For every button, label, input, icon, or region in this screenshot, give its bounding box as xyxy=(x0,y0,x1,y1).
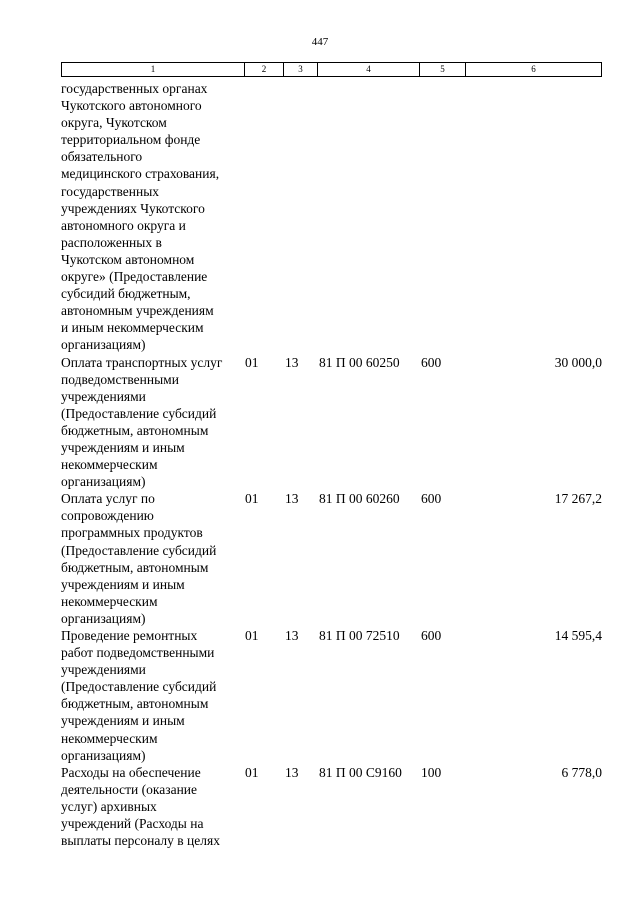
description-line: учреждениями xyxy=(61,388,146,404)
description-line: программных продуктов xyxy=(61,525,203,541)
amount-value: 14 595,4 xyxy=(554,628,602,643)
description-line: организациям) xyxy=(61,747,146,763)
target-article-code: 81 П 00 С9160 xyxy=(319,764,402,780)
subsection-code: 13 xyxy=(285,764,299,780)
description-line: обязательного xyxy=(61,149,143,165)
description-line: Чукотском автономном xyxy=(61,251,195,267)
description-line: бюджетным, автономным xyxy=(61,696,209,712)
expense-type-code: 600 xyxy=(421,628,442,643)
description-line: работ подведомственными xyxy=(61,645,215,661)
description-line: организациям) xyxy=(61,610,146,626)
description-line: учреждений (Расходы на xyxy=(61,816,204,832)
description-line: Оплата транспортных услуг xyxy=(61,354,223,370)
description-line: сопровождению xyxy=(61,508,154,524)
subsection-code: 13 xyxy=(285,354,299,370)
description-line: государственных органах xyxy=(61,81,208,96)
subsection-code: 13 xyxy=(285,491,299,507)
column-header-table xyxy=(61,62,602,77)
section-code: 01 xyxy=(245,354,259,370)
column-header-4: 4 xyxy=(318,63,420,77)
section-code: 01 xyxy=(245,764,259,780)
row-description xyxy=(61,764,245,849)
description-line: и иным некоммерческим xyxy=(61,320,204,336)
description-line: (Предоставление субсидий xyxy=(61,405,217,421)
table-row xyxy=(61,627,603,764)
description-line: автономным учреждениям xyxy=(61,303,214,319)
description-line: (Предоставление субсидий xyxy=(61,679,217,695)
row-description xyxy=(61,627,245,764)
table-row xyxy=(61,354,603,491)
amount-value: 30 000,0 xyxy=(554,354,602,370)
description-line: территориальном фонде xyxy=(61,132,201,148)
column-header-3: 3 xyxy=(284,63,318,77)
description-line: Расходы на обеспечение xyxy=(61,764,201,780)
row-description xyxy=(61,490,245,627)
expense-type-code: 600 xyxy=(421,354,442,370)
expense-type-code: 600 xyxy=(421,491,442,507)
table-row xyxy=(61,490,603,627)
description-line: организациям) xyxy=(61,474,146,490)
target-article-code: 81 П 00 72510 xyxy=(319,628,400,643)
subsection-code: 13 xyxy=(285,628,299,643)
description-line: округе» (Предоставление xyxy=(61,269,208,285)
description-line: учреждениям и иным xyxy=(61,713,185,729)
description-line: услуг) архивных xyxy=(61,798,157,814)
description-line: Оплата услуг по xyxy=(61,491,155,507)
description-line: автономного округа и xyxy=(61,217,186,233)
description-line: бюджетным, автономным xyxy=(61,559,209,575)
row-description xyxy=(61,354,245,491)
description-line: государственных xyxy=(61,183,160,199)
page-number: 447 xyxy=(311,36,329,48)
section-code: 01 xyxy=(245,628,259,643)
description-line: Чукотского автономного xyxy=(61,98,202,114)
description-line: Проведение ремонтных xyxy=(61,628,198,643)
description-line: учреждениям и иным xyxy=(61,439,185,455)
description-line: некоммерческим xyxy=(61,457,158,473)
description-line: субсидий бюджетным, xyxy=(61,286,191,302)
table-row xyxy=(61,764,603,849)
table-body xyxy=(61,80,603,849)
description-line: учреждениями xyxy=(61,662,146,678)
description-line: бюджетным, автономным xyxy=(61,422,209,438)
table-row xyxy=(61,80,603,354)
column-header-5: 5 xyxy=(420,63,466,77)
description-line: медицинского страхования, xyxy=(61,166,220,182)
description-line: подведомственными xyxy=(61,371,179,387)
column-header-6: 6 xyxy=(466,63,602,77)
description-line: расположенных в xyxy=(61,234,162,250)
amount-value: 17 267,2 xyxy=(554,491,602,507)
column-header-row xyxy=(62,63,602,77)
amount-value: 6 778,0 xyxy=(561,764,602,780)
description-line: учреждениях Чукотского xyxy=(61,200,205,216)
description-line: выплаты персоналу в целях xyxy=(61,833,220,849)
column-header-1: 1 xyxy=(62,63,245,77)
target-article-code: 81 П 00 60250 xyxy=(319,354,400,370)
description-line: некоммерческим xyxy=(61,593,158,609)
row-description xyxy=(61,80,245,354)
target-article-code: 81 П 00 60260 xyxy=(319,491,400,507)
description-line: организациям) xyxy=(61,337,146,353)
description-line: некоммерческим xyxy=(61,730,158,746)
description-line: деятельности (оказание xyxy=(61,781,198,797)
expense-type-code: 100 xyxy=(421,764,442,780)
section-code: 01 xyxy=(245,491,259,507)
description-line: учреждениям и иным xyxy=(61,576,185,592)
description-line: округа, Чукотском xyxy=(61,115,167,131)
column-header-2: 2 xyxy=(245,63,284,77)
description-line: (Предоставление субсидий xyxy=(61,542,217,558)
